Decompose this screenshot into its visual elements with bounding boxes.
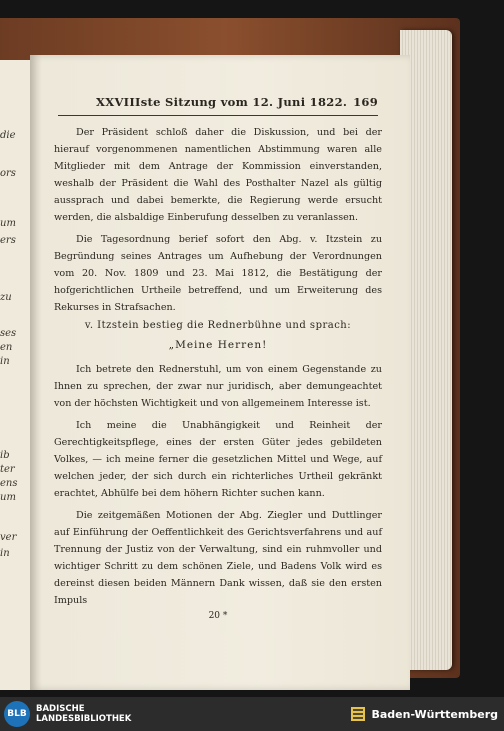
body: [54, 124, 382, 316]
paragraph: Der Präsident schloß daher die Diskussion, und bei der hierauf vorgenommenen namentlichen Abstimmung waren alle Mitglieder mit dem Antrage der Kommission einverstanden, weshalb der Präsident die Wahl des Posthalter Nazel als gültig aussprach und dabei bemerkte, die Regierung werde ersucht werden, die alsbaldige Einberufung desselben zu veranlassen.: [54, 127, 382, 223]
left-fragment: in: [0, 356, 10, 367]
coat-of-arms-icon: [349, 705, 367, 723]
left-fragment: in: [0, 548, 10, 559]
speaker-line: v. Itzstein bestieg die Rednerbühne und sprach:: [84, 320, 352, 331]
blb-line1: BADISCHE: [36, 704, 85, 714]
header-rule: [58, 115, 378, 116]
left-fragment: ses: [0, 328, 17, 339]
footer-bar: [0, 697, 504, 731]
greeting: „Meine Herren!: [168, 339, 268, 351]
right-page: [30, 55, 410, 690]
page-number: 169: [353, 95, 378, 109]
paragraph: Die Tagesordnung berief sofort den Abg. v. Itzstein zu Begründung seines Antrages um Aufhebung der Verordnungen vom 20. Nov. 1809 und 23. Mai 1812, die Bestätigung der hofgerichtlichen Urtheile betreffend, und um Erweiterung des Rekurses in Strafsachen.: [54, 234, 382, 313]
left-fragment: ver: [0, 532, 17, 543]
paragraph: Ich betrete den Rednerstuhl, um von einem Gegenstande zu Ihnen zu sprechen, der zwar nur juridisch, aber demungeachtet von der höchsten Wichtigkeit und von allgemeinem Interesse ist.: [54, 364, 382, 409]
left-fragment: zu: [0, 292, 12, 303]
running-title: XXVIIIste Sitzung vom 12. Juni 1822.: [96, 95, 348, 109]
left-fragment: ter: [0, 464, 15, 475]
running-header: [54, 95, 382, 109]
bw-label: Baden-Württemberg: [371, 707, 498, 721]
left-fragment: ens: [0, 478, 18, 489]
speech: [54, 361, 382, 609]
blb-line2: LANDESBIBLIOTHEK: [36, 714, 132, 724]
left-page: [0, 60, 31, 690]
blb-logo[interactable]: [4, 701, 131, 727]
left-fragment: um: [0, 492, 16, 503]
blb-name: [36, 704, 131, 724]
left-fragment: ors: [0, 168, 16, 179]
left-fragment: ib: [0, 450, 10, 461]
paragraph: Ich meine die Unabhängigkeit und Reinheit der Gerechtigkeitspflege, eines der ersten Güter jedes gebildeten Volkes, — ich meine ferner die gesetzlichen Mittel und Wege, auf welchen jeder, der sich durch ein richterliches Urtheil gekränkt erachtet, Abhülfe bei dem höhern Richter suchen kann.: [54, 420, 382, 499]
bw-logo[interactable]: [349, 705, 498, 723]
signature-mark: 20 *: [208, 611, 228, 621]
left-fragment: ers: [0, 235, 16, 246]
blb-badge-icon: BLB: [4, 701, 30, 727]
left-fragment: die: [0, 130, 16, 141]
page-text: [54, 95, 382, 621]
left-fragment: en: [0, 342, 13, 353]
paragraph: Die zeitgemäßen Motionen der Abg. Ziegler und Duttlinger auf Einführung der Oeffentlichkeit des Gerichtsverfahrens und auf Trennung der Justiz von der Verwaltung, sind ein ruhmvoller und wichtiger Schritt zu dem schönen Ziele, und Badens Volk wird es dereinst diesen beiden Männern Dank wissen, daß sie den ersten Impuls: [54, 510, 382, 606]
left-fragment: um: [0, 218, 16, 229]
